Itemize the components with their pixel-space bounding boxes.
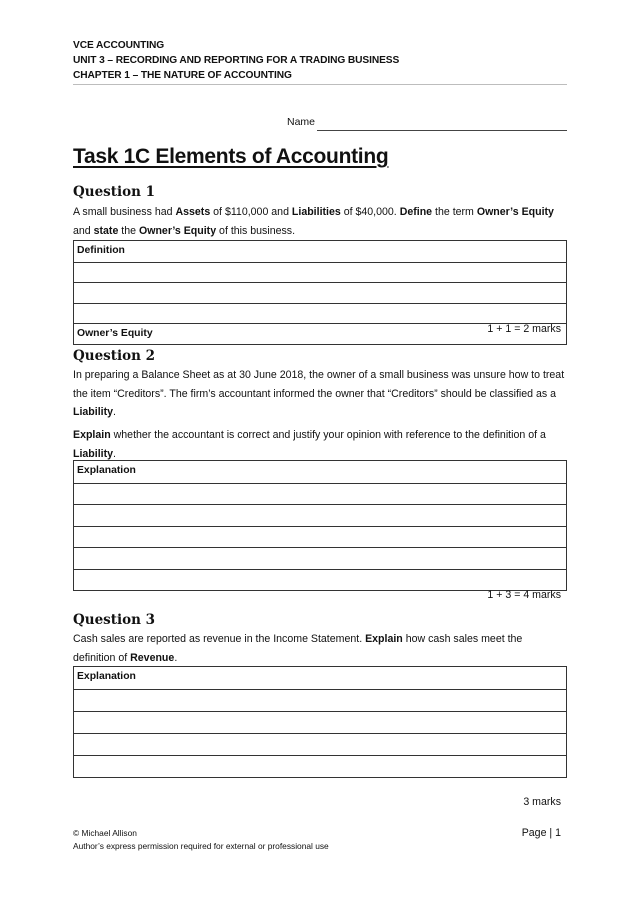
bold-term: Liabilities	[291, 206, 341, 218]
answer-line[interactable]	[74, 755, 566, 777]
bold-term: Liability	[73, 406, 114, 418]
text-run: the	[118, 224, 139, 237]
answer-line[interactable]	[74, 689, 566, 711]
question-1-marks: 1 + 1 = 2 marks	[487, 323, 561, 335]
answer-line[interactable]	[74, 262, 566, 283]
bold-term: Assets	[175, 206, 211, 218]
bold-term: Explain	[73, 429, 111, 441]
text-run: .	[113, 406, 116, 418]
bold-term: Liability	[73, 447, 114, 460]
explanation-header: Explanation	[77, 671, 136, 682]
answer-line[interactable]	[74, 504, 566, 526]
worksheet-page	[73, 0, 567, 903]
bold-term: Revenue	[130, 651, 175, 664]
owners-equity-header: Owner’s Equity	[74, 323, 566, 344]
text-run: A small business had	[73, 206, 176, 218]
question-3-heading: Question 3	[73, 612, 156, 628]
bold-term: Explain	[365, 633, 403, 645]
footer-copyright-block	[73, 827, 329, 852]
name-field[interactable]	[317, 130, 567, 131]
question-1-heading: Question 1	[73, 184, 156, 200]
header-unit: UNIT 3 – RECORDING AND REPORTING FOR A TRADING BUSINESS	[73, 55, 400, 66]
definition-header: Definition	[77, 245, 125, 256]
question-3-marks: 3 marks	[523, 796, 561, 808]
text-run: of $40,000.	[340, 206, 400, 218]
question-2-marks: 1 + 3 = 4 marks	[487, 589, 561, 601]
answer-line[interactable]	[74, 733, 566, 755]
name-label: Name	[287, 116, 316, 128]
header-chapter: CHAPTER 1 – THE NATURE OF ACCOUNTING	[73, 70, 292, 81]
bold-term: Define	[399, 206, 433, 218]
text-run: how cash sales meet the definition of	[73, 633, 523, 664]
text-run: In preparing a Balance Sheet as at 30 June 2018, the owner of a small business was unsure how to treat the item “Creditors”. The firm’s accountant informed the owner that “Creditors” should be classified as a	[73, 369, 565, 400]
question-2-instruction	[73, 426, 567, 463]
header-divider	[73, 84, 567, 85]
question-1-text	[73, 203, 567, 240]
footer-copyright: © Michael Allison	[73, 828, 137, 838]
answer-line[interactable]	[74, 569, 566, 591]
answer-line[interactable]	[74, 282, 566, 303]
text-run: and	[73, 224, 94, 237]
text-run: whether the accountant is correct and justify your opinion with reference to the definition of a	[110, 429, 546, 441]
text-run: of $110,000 and	[210, 206, 292, 218]
page-title: Task 1C Elements of Accounting	[73, 145, 389, 168]
text-run: the term	[432, 206, 477, 218]
answer-line[interactable]	[74, 711, 566, 733]
header-course: VCE ACCOUNTING	[73, 40, 165, 51]
text-run: Cash sales are reported as revenue in the Income Statement.	[73, 633, 366, 645]
question-3-text	[73, 630, 567, 667]
text-run: of this business.	[216, 224, 296, 237]
question-2-heading: Question 2	[73, 348, 156, 364]
page-number: Page | 1	[521, 827, 561, 839]
text-run: .	[113, 447, 116, 460]
answer-line[interactable]	[74, 303, 566, 324]
question-3-answer-table	[73, 666, 567, 778]
answer-line[interactable]	[74, 526, 566, 548]
bold-term: Owner’s Equity	[138, 224, 217, 237]
question-2-answer-table	[73, 460, 567, 591]
bold-term: Owner’s Equity	[476, 206, 554, 218]
bold-term: state	[93, 224, 119, 237]
answer-line[interactable]	[74, 547, 566, 569]
explanation-header: Explanation	[77, 465, 136, 476]
question-2-text	[73, 366, 567, 422]
answer-line[interactable]	[74, 483, 566, 505]
text-run: .	[174, 651, 178, 664]
footer-permission: Author’s express permission required for external or professional use	[73, 840, 329, 851]
